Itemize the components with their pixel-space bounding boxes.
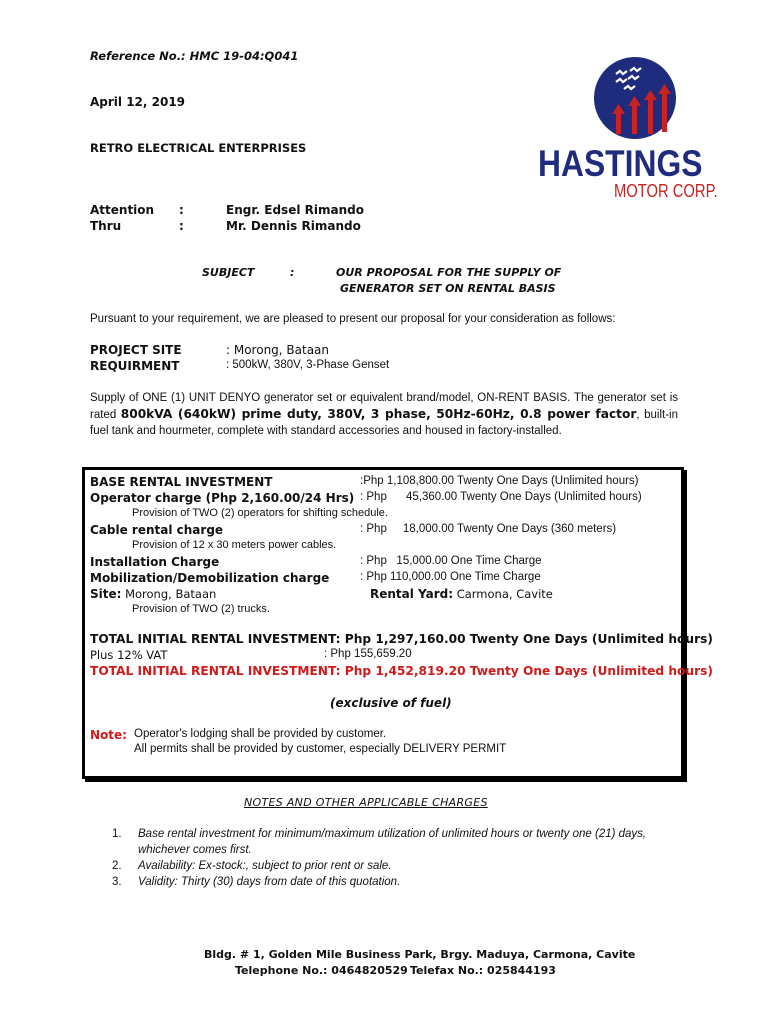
attention-colon: : <box>179 203 184 217</box>
note-number: 3. <box>112 876 122 888</box>
site-text <box>90 587 216 601</box>
cable-value: : Php 18,000.00 Twenty One Days (360 meters) <box>360 523 617 535</box>
footer-telephone: Telephone No.: 0464820529 <box>235 964 408 977</box>
site-value: Morong, Bataan <box>121 587 217 601</box>
operator-note: Provision of TWO (2) operators for shifting schedule. <box>132 507 388 519</box>
intro-paragraph: Pursuant to your requirement, we are pleased to present our proposal for your consideration as follows: <box>90 313 616 325</box>
trucks-note: Provision of TWO (2) trucks. <box>132 603 270 615</box>
yard-value: Carmona, Cavite <box>453 587 553 601</box>
fuel-note: (exclusive of fuel) <box>330 696 452 710</box>
thru-colon: : <box>179 219 184 233</box>
yard-label: Rental Yard: <box>370 587 454 601</box>
logo-emblem-icon <box>530 52 740 152</box>
note-line-1: Operator's lodging shall be provided by customer. <box>134 728 387 740</box>
supply-text-2: , built-in fuel tank and hourmeter, complete with standard accessories and housed in factory-installed. <box>90 409 678 437</box>
operator-label: Operator charge (Php 2,160.00/24 Hrs) <box>90 491 355 505</box>
cable-note: Provision of 12 x 30 meters power cables. <box>132 539 337 551</box>
installation-label: Installation Charge <box>90 555 220 569</box>
list-item <box>112 874 684 890</box>
note-text: Availability: Ex-stock:, subject to prior rent or sale. <box>138 860 392 872</box>
thru-label: Thru <box>90 219 122 233</box>
note-number: 1. <box>112 828 122 840</box>
note-number: 2. <box>112 860 122 872</box>
installation-value: : Php 15,000.00 One Time Charge <box>360 555 542 567</box>
total-with-vat: TOTAL INITIAL RENTAL INVESTMENT: Php 1,452,819.20 Twenty One Days (Unlimited hours) <box>90 664 713 678</box>
letter-date: April 12, 2019 <box>90 95 186 109</box>
cable-label: Cable rental charge <box>90 523 224 537</box>
list-item <box>112 826 684 858</box>
thru-value: Mr. Dennis Rimando <box>226 219 361 233</box>
yard-text <box>370 587 553 601</box>
operator-value: : Php 45,360.00 Twenty One Days (Unlimited hours) <box>360 491 642 503</box>
subject-line-2: GENERATOR SET ON RENTAL BASIS <box>340 282 556 295</box>
subject-label: SUBJECT <box>202 266 255 279</box>
list-item <box>112 858 684 874</box>
mobilization-label: Mobilization/Demobilization charge <box>90 571 330 585</box>
note-label: Note: <box>90 728 127 742</box>
note-text: Base rental investment for minimum/maximum utilization of unlimited hours or twenty one (21) days, whichever comes first. <box>138 828 647 856</box>
base-rental-value: :Php 1,108,800.00 Twenty One Days (Unlimited hours) <box>360 475 639 487</box>
note-text: Validity: Thirty (30) days from date of this quotation. <box>138 876 401 888</box>
project-site-value: : Morong, Bataan <box>226 343 330 357</box>
note-line-2: All permits shall be provided by customer, especially DELIVERY PERMIT <box>134 743 507 755</box>
recipient-company: RETRO ELECTRICAL ENTERPRISES <box>90 141 307 155</box>
footer-telefax: Telefax No.: 025844193 <box>410 964 556 977</box>
attention-value: Engr. Edsel Rimando <box>226 203 364 217</box>
supply-rating: 800kVA (640kW) prime duty, 380V, 3 phase, 50Hz-60Hz, 0.8 power factor <box>120 407 637 421</box>
requirement-label: REQUIRMENT <box>90 359 180 373</box>
subject-colon: : <box>290 266 295 279</box>
supply-text-1: Supply of ONE (1) UNIT DENYO generator set or equivalent brand/model, ON-RENT BASIS. The generator set is rated <box>90 392 678 421</box>
logo-subtitle: MOTOR CORP. <box>614 181 718 201</box>
notes-title: NOTES AND OTHER APPLICABLE CHARGES <box>244 796 488 809</box>
reference-number: Reference No.: HMC 19-04:Q041 <box>90 49 299 63</box>
logo-name: HASTINGS <box>538 143 703 184</box>
attention-label: Attention <box>90 203 155 217</box>
vat-value: : Php 155,659.20 <box>324 648 412 660</box>
mobilization-value: : Php 110,000.00 One Time Charge <box>360 571 541 583</box>
total-initial: TOTAL INITIAL RENTAL INVESTMENT: Php 1,297,160.00 Twenty One Days (Unlimited hours) <box>90 632 713 646</box>
requirement-value: : 500kW, 380V, 3-Phase Genset <box>226 359 390 371</box>
site-label: Site: <box>90 587 122 601</box>
subject-line-1: OUR PROPOSAL FOR THE SUPPLY OF <box>336 266 562 279</box>
supply-paragraph <box>90 390 678 439</box>
project-site-label: PROJECT SITE <box>90 343 182 357</box>
footer-address: Bldg. # 1, Golden Mile Business Park, Brgy. Maduya, Carmona, Cavite <box>204 948 636 961</box>
vat-label: Plus 12% VAT <box>90 648 168 662</box>
base-rental-label: BASE RENTAL INVESTMENT <box>90 475 273 489</box>
